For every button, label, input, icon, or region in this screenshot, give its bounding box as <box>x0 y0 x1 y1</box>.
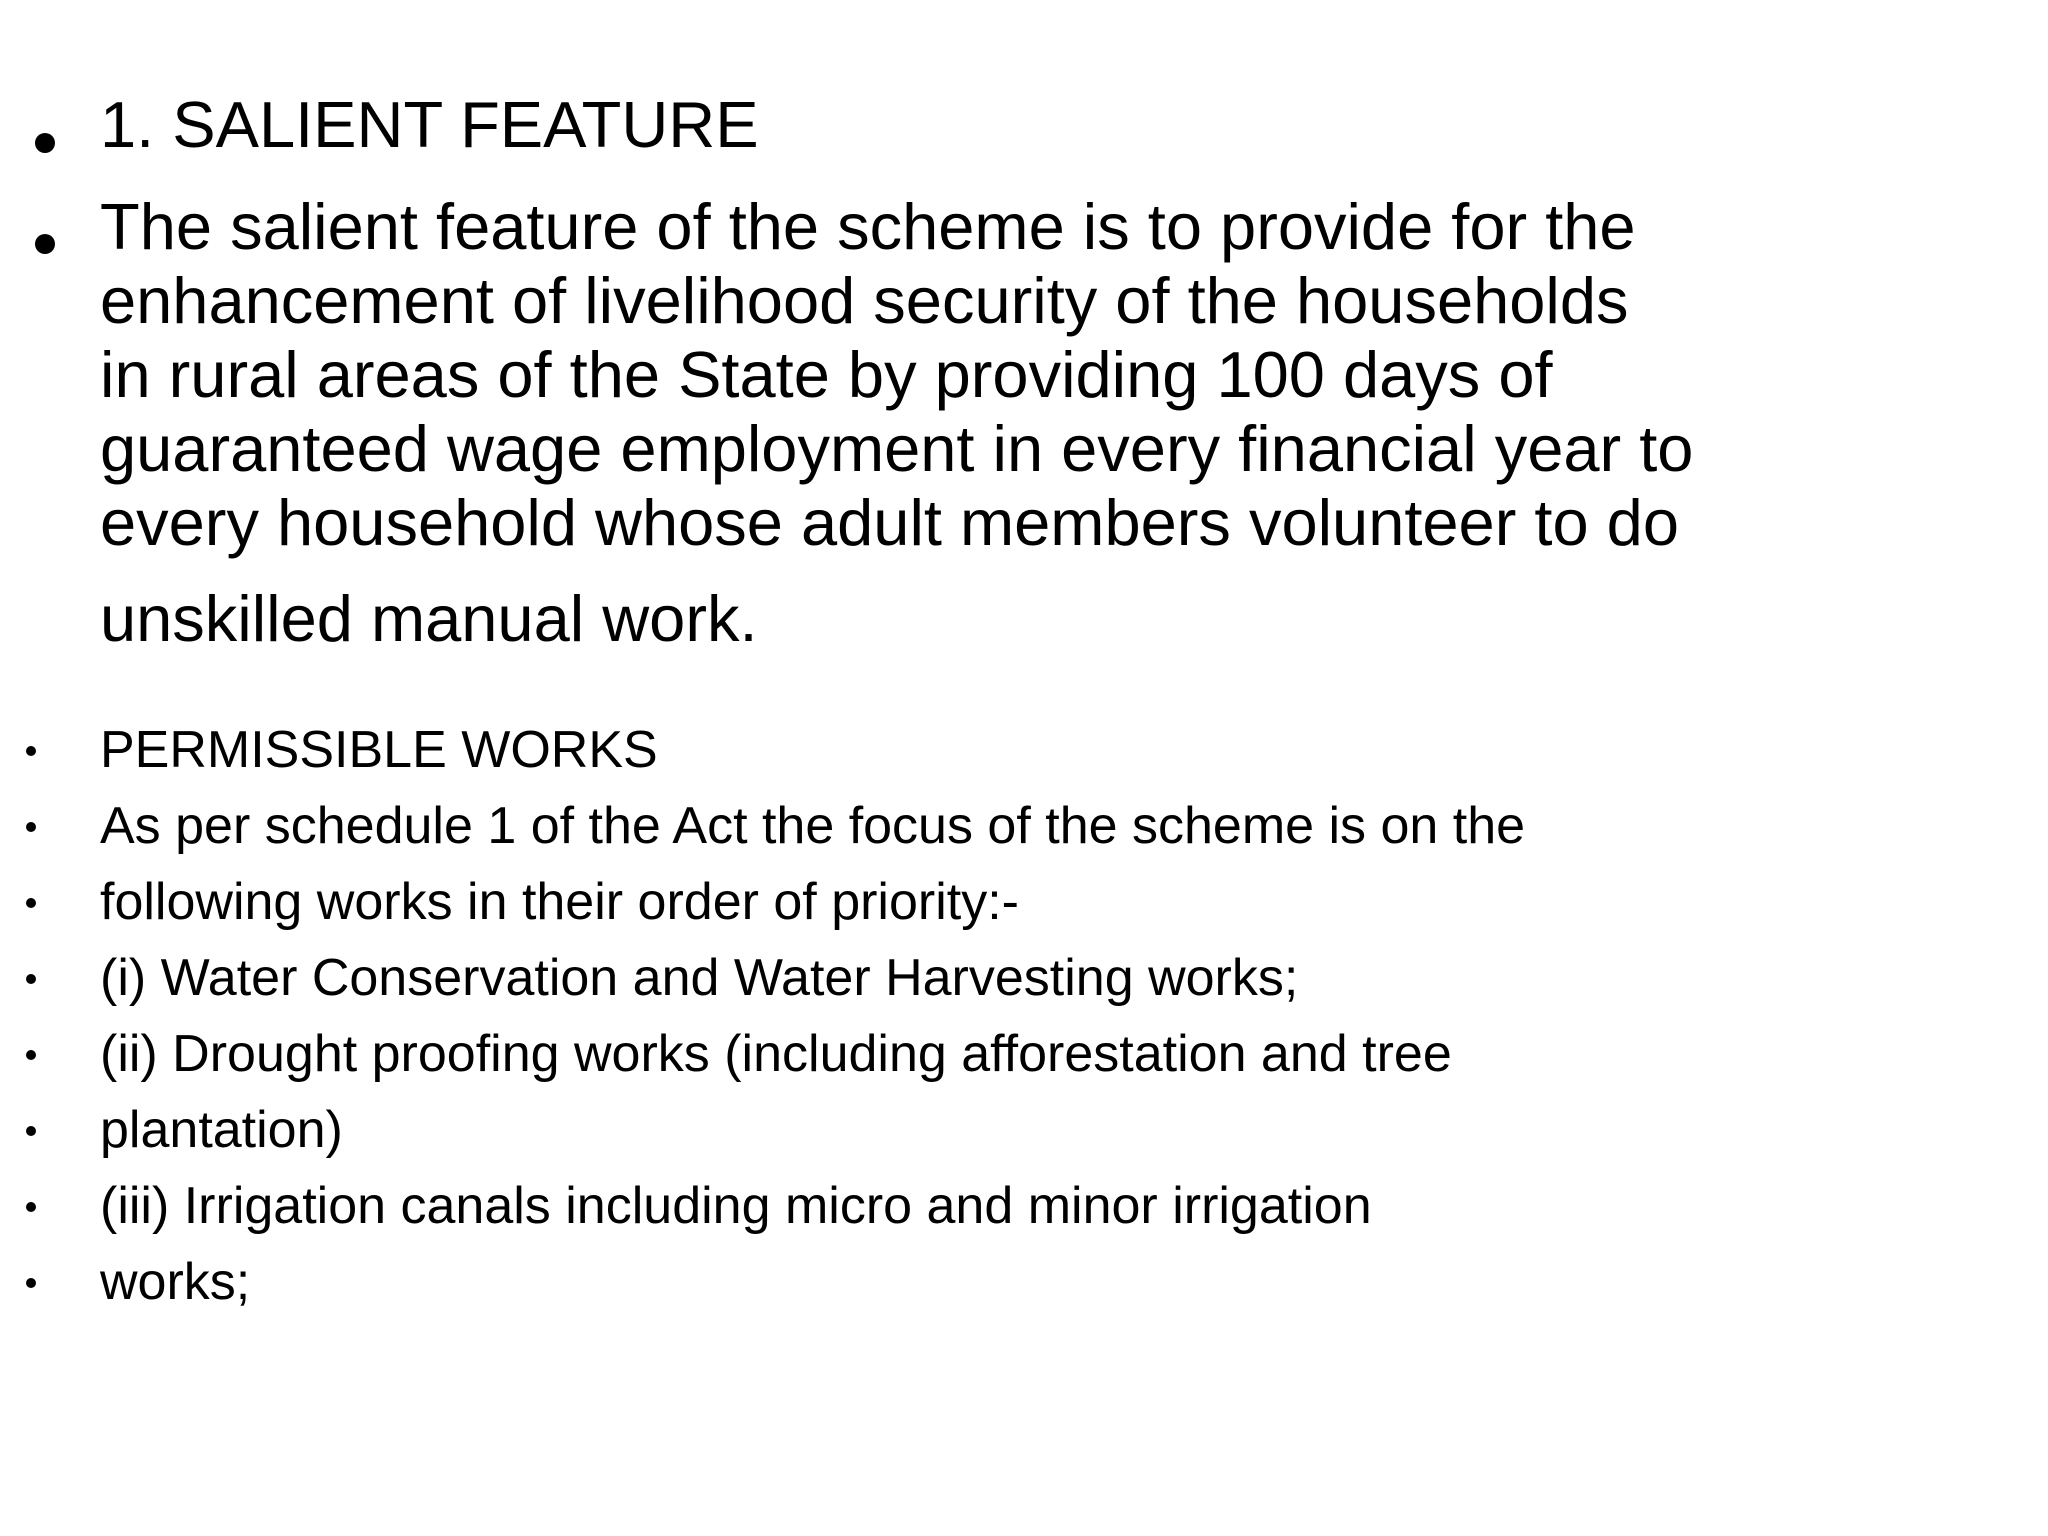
bullet-icon <box>26 1278 36 1288</box>
bullet-icon <box>26 1202 36 1212</box>
bullet-icon <box>35 234 55 254</box>
paragraph-line: in rural areas of the State by providing 100 days of <box>100 338 1553 411</box>
paragraph-line: unskilled manual work. <box>100 582 758 655</box>
paragraph-line: guaranteed wage employment in every financial year to <box>100 412 1694 485</box>
paragraph-line: The salient feature of the scheme is to provide for the <box>100 190 1636 263</box>
bullet-icon <box>35 133 55 153</box>
works-list-item: (iii) Irrigation canals including micro and minor irrigation <box>100 1177 1372 1235</box>
works-list-item: PERMISSIBLE WORKS <box>100 721 658 779</box>
works-list-item: plantation) <box>100 1101 343 1159</box>
bullet-icon <box>26 974 36 984</box>
bullet-icon <box>26 746 36 756</box>
section-heading: 1. SALIENT FEATURE <box>100 88 759 161</box>
bullet-icon <box>26 1126 36 1136</box>
salient-feature-paragraph <box>100 190 1693 656</box>
works-list-item: works; <box>100 1253 251 1311</box>
works-list-item: As per schedule 1 of the Act the focus of the scheme is on the <box>100 797 1526 855</box>
works-list-item: (i) Water Conservation and Water Harvesting works; <box>100 949 1299 1007</box>
works-list-item: following works in their order of priority:- <box>100 873 1019 931</box>
bullet-icon <box>26 898 36 908</box>
bullet-icon <box>26 822 36 832</box>
works-list-item: (ii) Drought proofing works (including afforestation and tree <box>100 1025 1452 1083</box>
paragraph-line: enhancement of livelihood security of the households <box>100 264 1629 337</box>
paragraph-line: every household whose adult members volunteer to do <box>100 486 1679 559</box>
bullet-icon <box>26 1050 36 1060</box>
